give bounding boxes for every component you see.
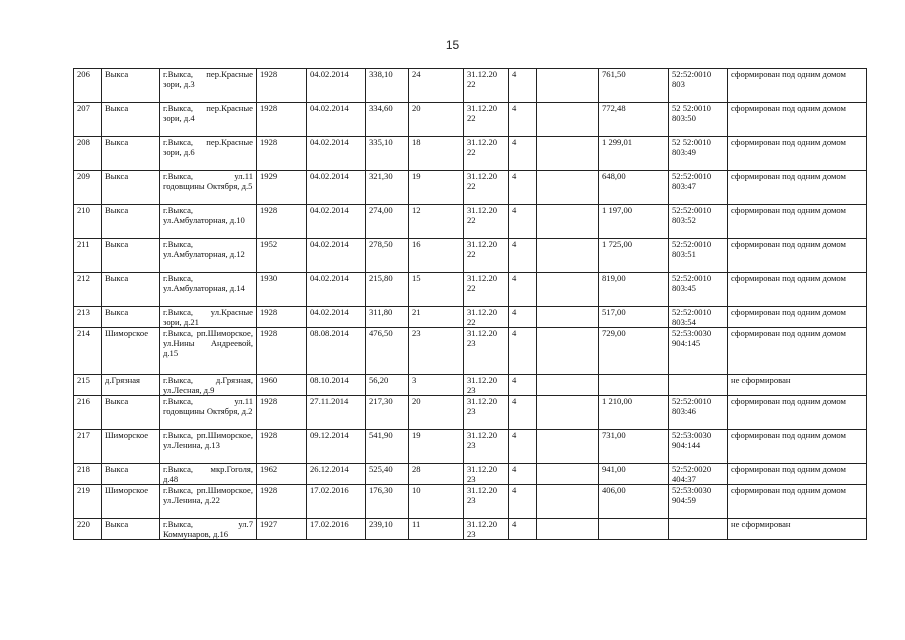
cadastral-number-cell: 52:52:0010 803:54 bbox=[669, 307, 728, 328]
area-cell: 476,50 bbox=[366, 328, 409, 375]
cadastral-number-cell: 52 52:0010 803:50 bbox=[669, 103, 728, 137]
residents-cell: 23 bbox=[409, 328, 464, 375]
land-status-cell: сформирован под одним домом bbox=[728, 103, 867, 137]
build-year-cell: 1962 bbox=[257, 464, 307, 485]
deadline-cell: 31.12.20 23 bbox=[464, 519, 509, 540]
land-area-cell: 1 210,00 bbox=[599, 396, 669, 430]
land-status-cell: сформирован под одним домом bbox=[728, 430, 867, 464]
land-status-cell: сформирован под одним домом bbox=[728, 464, 867, 485]
build-year-cell: 1952 bbox=[257, 239, 307, 273]
table-row bbox=[74, 239, 867, 273]
land-status-cell: не сформирован bbox=[728, 375, 867, 396]
column-10-cell bbox=[537, 205, 599, 239]
land-status-cell: сформирован под одним домом bbox=[728, 328, 867, 375]
settlement-cell: Шиморское bbox=[102, 328, 160, 375]
column-10-cell bbox=[537, 328, 599, 375]
residents-cell: 11 bbox=[409, 519, 464, 540]
land-area-cell: 729,00 bbox=[599, 328, 669, 375]
date-cell: 17.02.2016 bbox=[307, 519, 366, 540]
land-area-cell bbox=[599, 375, 669, 396]
deadline-cell: 31.12.20 23 bbox=[464, 328, 509, 375]
column-10-cell bbox=[537, 485, 599, 519]
date-cell: 09.12.2014 bbox=[307, 430, 366, 464]
build-year-cell: 1928 bbox=[257, 69, 307, 103]
land-status-cell: сформирован под одним домом bbox=[728, 69, 867, 103]
column-9-cell: 4 bbox=[509, 103, 537, 137]
settlement-cell: Шиморское bbox=[102, 430, 160, 464]
page-number: 15 bbox=[445, 38, 460, 52]
row-number-cell: 220 bbox=[74, 519, 102, 540]
area-cell: 321,30 bbox=[366, 171, 409, 205]
address-cell: г.Выкса, д.Грязная, ул.Лесная, д.9 bbox=[160, 375, 257, 396]
residents-cell: 12 bbox=[409, 205, 464, 239]
build-year-cell: 1928 bbox=[257, 328, 307, 375]
area-cell: 274,00 bbox=[366, 205, 409, 239]
address-cell: г.Выкса, пер.Красные зори, д.4 bbox=[160, 103, 257, 137]
area-cell: 338,10 bbox=[366, 69, 409, 103]
column-10-cell bbox=[537, 103, 599, 137]
residents-cell: 28 bbox=[409, 464, 464, 485]
area-cell: 56,20 bbox=[366, 375, 409, 396]
date-cell: 04.02.2014 bbox=[307, 239, 366, 273]
build-year-cell: 1928 bbox=[257, 103, 307, 137]
area-cell: 176,30 bbox=[366, 485, 409, 519]
deadline-cell: 31.12.20 22 bbox=[464, 137, 509, 171]
table-row bbox=[74, 273, 867, 307]
column-9-cell: 4 bbox=[509, 205, 537, 239]
table-row bbox=[74, 375, 867, 396]
deadline-cell: 31.12.20 22 bbox=[464, 103, 509, 137]
cadastral-number-cell: 52:52:0010 803:52 bbox=[669, 205, 728, 239]
deadline-cell: 31.12.20 22 bbox=[464, 273, 509, 307]
deadline-cell: 31.12.20 23 bbox=[464, 430, 509, 464]
land-area-cell: 761,50 bbox=[599, 69, 669, 103]
row-number-cell: 215 bbox=[74, 375, 102, 396]
date-cell: 04.02.2014 bbox=[307, 273, 366, 307]
row-number-cell: 207 bbox=[74, 103, 102, 137]
table-row bbox=[74, 171, 867, 205]
deadline-cell: 31.12.20 23 bbox=[464, 396, 509, 430]
land-status-cell: сформирован под одним домом bbox=[728, 307, 867, 328]
cadastral-number-cell: 52:52:0010 803:46 bbox=[669, 396, 728, 430]
residents-cell: 20 bbox=[409, 103, 464, 137]
row-number-cell: 214 bbox=[74, 328, 102, 375]
area-cell: 335,10 bbox=[366, 137, 409, 171]
date-cell: 04.02.2014 bbox=[307, 69, 366, 103]
cadastral-number-cell: 52:53:0030 904:145 bbox=[669, 328, 728, 375]
deadline-cell: 31.12.20 22 bbox=[464, 171, 509, 205]
column-9-cell: 4 bbox=[509, 137, 537, 171]
residents-cell: 16 bbox=[409, 239, 464, 273]
row-number-cell: 212 bbox=[74, 273, 102, 307]
cadastral-number-cell: 52:52:0020 404:37 bbox=[669, 464, 728, 485]
table-row bbox=[74, 430, 867, 464]
deadline-cell: 31.12.20 22 bbox=[464, 239, 509, 273]
land-area-cell bbox=[599, 519, 669, 540]
cadastral-number-cell bbox=[669, 519, 728, 540]
housing-registry-table bbox=[73, 68, 867, 540]
settlement-cell: Выкса bbox=[102, 239, 160, 273]
cadastral-number-cell: 52 52:0010 803:49 bbox=[669, 137, 728, 171]
settlement-cell: Выкса bbox=[102, 103, 160, 137]
column-9-cell: 4 bbox=[509, 307, 537, 328]
residents-cell: 21 bbox=[409, 307, 464, 328]
table-row bbox=[74, 396, 867, 430]
row-number-cell: 213 bbox=[74, 307, 102, 328]
settlement-cell: Выкса bbox=[102, 69, 160, 103]
land-area-cell: 819,00 bbox=[599, 273, 669, 307]
land-status-cell: не сформирован bbox=[728, 519, 867, 540]
deadline-cell: 31.12.20 22 bbox=[464, 307, 509, 328]
build-year-cell: 1928 bbox=[257, 430, 307, 464]
column-9-cell: 4 bbox=[509, 375, 537, 396]
address-cell: г.Выкса, пер.Красные зори, д.6 bbox=[160, 137, 257, 171]
column-9-cell: 4 bbox=[509, 69, 537, 103]
column-10-cell bbox=[537, 307, 599, 328]
column-9-cell: 4 bbox=[509, 464, 537, 485]
table-row bbox=[74, 69, 867, 103]
table-body bbox=[74, 69, 867, 540]
table-row bbox=[74, 205, 867, 239]
build-year-cell: 1930 bbox=[257, 273, 307, 307]
column-10-cell bbox=[537, 519, 599, 540]
land-status-cell: сформирован под одним домом bbox=[728, 273, 867, 307]
residents-cell: 20 bbox=[409, 396, 464, 430]
area-cell: 215,80 bbox=[366, 273, 409, 307]
column-9-cell: 4 bbox=[509, 396, 537, 430]
land-area-cell: 772,48 bbox=[599, 103, 669, 137]
column-9-cell: 4 bbox=[509, 239, 537, 273]
table-row bbox=[74, 328, 867, 375]
row-number-cell: 217 bbox=[74, 430, 102, 464]
build-year-cell: 1929 bbox=[257, 171, 307, 205]
settlement-cell: Выкса bbox=[102, 396, 160, 430]
land-area-cell: 406,00 bbox=[599, 485, 669, 519]
cadastral-number-cell: 52:52:0010 803 bbox=[669, 69, 728, 103]
land-area-cell: 1 299,01 bbox=[599, 137, 669, 171]
cadastral-number-cell: 52:52:0010 803:51 bbox=[669, 239, 728, 273]
row-number-cell: 211 bbox=[74, 239, 102, 273]
date-cell: 04.02.2014 bbox=[307, 137, 366, 171]
date-cell: 04.02.2014 bbox=[307, 307, 366, 328]
column-9-cell: 4 bbox=[509, 273, 537, 307]
settlement-cell: Выкса bbox=[102, 171, 160, 205]
land-status-cell: сформирован под одним домом bbox=[728, 137, 867, 171]
address-cell: г.Выкса, ул.Амбулаторная, д.12 bbox=[160, 239, 257, 273]
address-cell: г.Выкса, рп.Шиморское, ул.Ленина, д.13 bbox=[160, 430, 257, 464]
address-cell: г.Выкса, ул.7 Коммунаров, д.16 bbox=[160, 519, 257, 540]
address-cell: г.Выкса, ул.11 годовщины Октября, д.5 bbox=[160, 171, 257, 205]
address-cell: г.Выкса, рп.Шиморское, ул.Нины Андреевой, д.15 bbox=[160, 328, 257, 375]
row-number-cell: 216 bbox=[74, 396, 102, 430]
address-cell: г.Выкса, пер.Красные зори, д.3 bbox=[160, 69, 257, 103]
column-10-cell bbox=[537, 171, 599, 205]
residents-cell: 24 bbox=[409, 69, 464, 103]
row-number-cell: 218 bbox=[74, 464, 102, 485]
row-number-cell: 210 bbox=[74, 205, 102, 239]
address-cell: г.Выкса, ул.11 годовщины Октября, д.2 bbox=[160, 396, 257, 430]
column-10-cell bbox=[537, 69, 599, 103]
date-cell: 08.10.2014 bbox=[307, 375, 366, 396]
land-status-cell: сформирован под одним домом bbox=[728, 485, 867, 519]
date-cell: 04.02.2014 bbox=[307, 205, 366, 239]
settlement-cell: Выкса bbox=[102, 464, 160, 485]
date-cell: 04.02.2014 bbox=[307, 171, 366, 205]
date-cell: 26.12.2014 bbox=[307, 464, 366, 485]
build-year-cell: 1928 bbox=[257, 205, 307, 239]
table-row bbox=[74, 464, 867, 485]
address-cell: г.Выкса, ул.Амбулаторная, д.10 bbox=[160, 205, 257, 239]
residents-cell: 10 bbox=[409, 485, 464, 519]
deadline-cell: 31.12.20 23 bbox=[464, 464, 509, 485]
cadastral-number-cell: 52:53:0030 904:59 bbox=[669, 485, 728, 519]
deadline-cell: 31.12.20 22 bbox=[464, 205, 509, 239]
residents-cell: 18 bbox=[409, 137, 464, 171]
land-area-cell: 1 197,00 bbox=[599, 205, 669, 239]
area-cell: 525,40 bbox=[366, 464, 409, 485]
area-cell: 217,30 bbox=[366, 396, 409, 430]
cadastral-number-cell: 52:52:0010 803:45 bbox=[669, 273, 728, 307]
settlement-cell: Выкса bbox=[102, 273, 160, 307]
column-9-cell: 4 bbox=[509, 485, 537, 519]
build-year-cell: 1928 bbox=[257, 307, 307, 328]
land-status-cell: сформирован под одним домом bbox=[728, 396, 867, 430]
row-number-cell: 208 bbox=[74, 137, 102, 171]
date-cell: 17.02.2016 bbox=[307, 485, 366, 519]
row-number-cell: 209 bbox=[74, 171, 102, 205]
residents-cell: 15 bbox=[409, 273, 464, 307]
cadastral-number-cell: 52:52:0010 803:47 bbox=[669, 171, 728, 205]
table-row bbox=[74, 485, 867, 519]
build-year-cell: 1928 bbox=[257, 485, 307, 519]
land-area-cell: 1 725,00 bbox=[599, 239, 669, 273]
row-number-cell: 219 bbox=[74, 485, 102, 519]
build-year-cell: 1927 bbox=[257, 519, 307, 540]
land-status-cell: сформирован под одним домом bbox=[728, 205, 867, 239]
table-row bbox=[74, 519, 867, 540]
column-10-cell bbox=[537, 464, 599, 485]
column-10-cell bbox=[537, 396, 599, 430]
row-number-cell: 206 bbox=[74, 69, 102, 103]
date-cell: 08.08.2014 bbox=[307, 328, 366, 375]
settlement-cell: д.Грязная bbox=[102, 375, 160, 396]
area-cell: 239,10 bbox=[366, 519, 409, 540]
area-cell: 334,60 bbox=[366, 103, 409, 137]
address-cell: г.Выкса, ул.Амбулаторная, д.14 bbox=[160, 273, 257, 307]
address-cell: г.Выкса, рп.Шиморское, ул.Ленина, д.22 bbox=[160, 485, 257, 519]
build-year-cell: 1928 bbox=[257, 137, 307, 171]
land-area-cell: 517,00 bbox=[599, 307, 669, 328]
date-cell: 04.02.2014 bbox=[307, 103, 366, 137]
table-row bbox=[74, 103, 867, 137]
land-area-cell: 941,00 bbox=[599, 464, 669, 485]
settlement-cell: Шиморское bbox=[102, 485, 160, 519]
column-9-cell: 4 bbox=[509, 430, 537, 464]
column-10-cell bbox=[537, 239, 599, 273]
area-cell: 311,80 bbox=[366, 307, 409, 328]
column-10-cell bbox=[537, 375, 599, 396]
area-cell: 541,90 bbox=[366, 430, 409, 464]
residents-cell: 19 bbox=[409, 171, 464, 205]
land-area-cell: 731,00 bbox=[599, 430, 669, 464]
column-9-cell: 4 bbox=[509, 519, 537, 540]
build-year-cell: 1928 bbox=[257, 396, 307, 430]
column-10-cell bbox=[537, 273, 599, 307]
table-row bbox=[74, 137, 867, 171]
deadline-cell: 31.12.20 22 bbox=[464, 69, 509, 103]
residents-cell: 19 bbox=[409, 430, 464, 464]
table-row bbox=[74, 307, 867, 328]
residents-cell: 3 bbox=[409, 375, 464, 396]
column-10-cell bbox=[537, 430, 599, 464]
date-cell: 27.11.2014 bbox=[307, 396, 366, 430]
land-area-cell: 648,00 bbox=[599, 171, 669, 205]
land-status-cell: сформирован под одним домом bbox=[728, 171, 867, 205]
deadline-cell: 31.12.20 23 bbox=[464, 375, 509, 396]
cadastral-number-cell: 52:53:0030 904:144 bbox=[669, 430, 728, 464]
land-status-cell: сформирован под одним домом bbox=[728, 239, 867, 273]
address-cell: г.Выкса, мкр.Гоголя, д.48 bbox=[160, 464, 257, 485]
settlement-cell: Выкса bbox=[102, 205, 160, 239]
settlement-cell: Выкса bbox=[102, 137, 160, 171]
column-10-cell bbox=[537, 137, 599, 171]
settlement-cell: Выкса bbox=[102, 307, 160, 328]
column-9-cell: 4 bbox=[509, 328, 537, 375]
area-cell: 278,50 bbox=[366, 239, 409, 273]
column-9-cell: 4 bbox=[509, 171, 537, 205]
build-year-cell: 1960 bbox=[257, 375, 307, 396]
cadastral-number-cell bbox=[669, 375, 728, 396]
deadline-cell: 31.12.20 23 bbox=[464, 485, 509, 519]
address-cell: г.Выкса, ул.Красные зори, д.21 bbox=[160, 307, 257, 328]
settlement-cell: Выкса bbox=[102, 519, 160, 540]
